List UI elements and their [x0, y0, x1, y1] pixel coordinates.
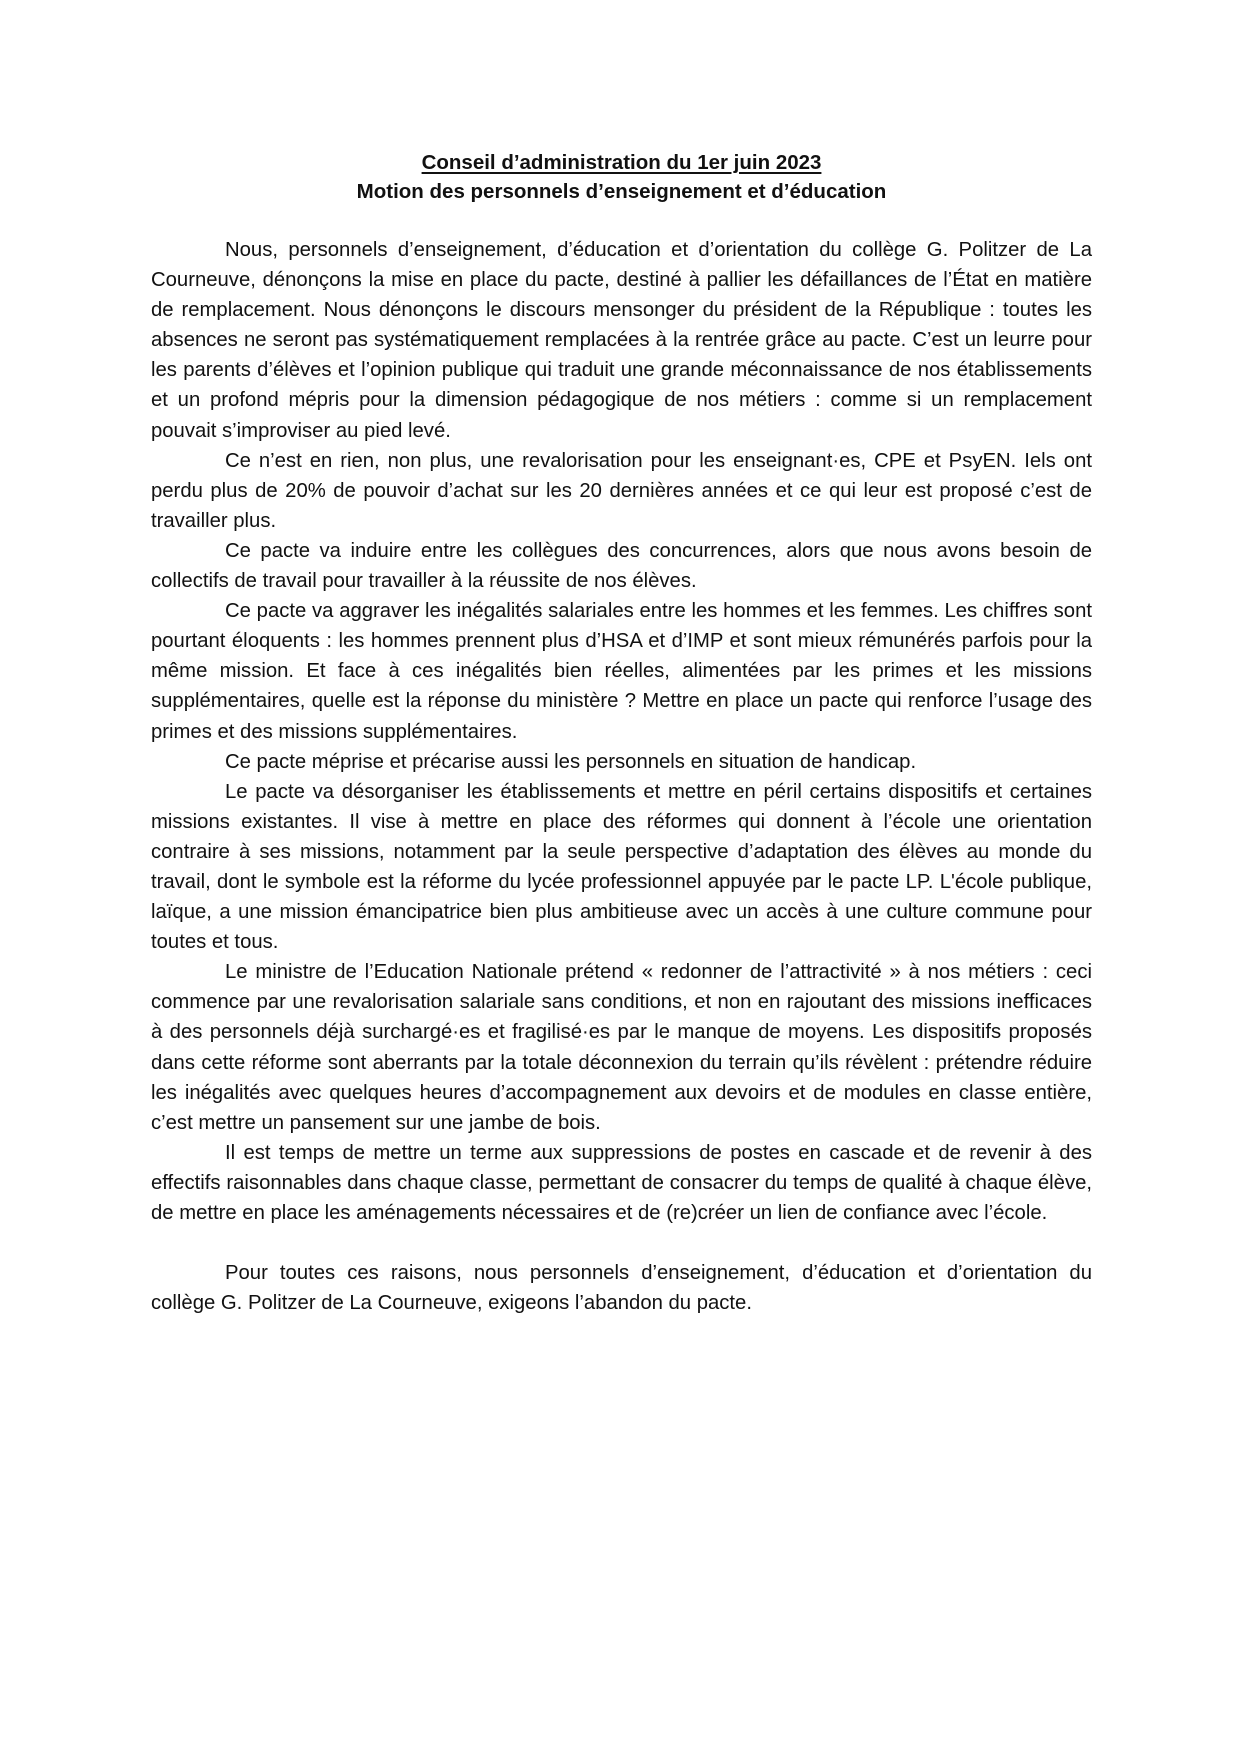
paragraph: Il est temps de mettre un terme aux suppressions de postes en cascade et de revenir à des effectifs raisonnables dans chaque classe, permettant de consacrer du temps de qualité à chaque élève, de mettre en place les aménagements nécessaires et de (re)créer un lien de confiance avec l’école. [151, 1141, 1092, 1224]
motion-body [151, 235, 1092, 1318]
paragraph: Ce pacte va induire entre les collègues des concurrences, alors que nous avons besoin de collectifs de travail pour travailler à la réussite de nos élèves. [151, 539, 1092, 593]
paragraph: Ce pacte méprise et précarise aussi les personnels en situation de handicap. [225, 750, 917, 773]
paragraph: Le pacte va désorganiser les établissements et mettre en péril certains dispositifs et certaines missions existantes. Il vise à mettre en place des réformes qui donnent à l’école une orientation contraire à ses missions, notamment par la seule perspective d’adaptation des élèves au monde du travail, dont le symbole est la réforme du lycée professionnel appuyée par le pacte LP. L'école publique, laïque, a une mission émancipatrice bien plus ambitieuse avec un accès à une culture commune pour toutes et tous. [151, 780, 1092, 954]
paragraph: Ce n’est en rien, non plus, une revalorisation pour les enseignant·es, CPE et PsyEN. Iels ont perdu plus de 20% de pouvoir d’achat sur les 20 dernières années et ce qui leur est proposé c’est de travailler plus. [151, 449, 1092, 532]
document-page [151, 148, 1092, 1318]
document-title: Conseil d’administration du 1er juin 2023 [421, 151, 822, 174]
paragraph: Nous, personnels d’enseignement, d’éducation et d’orientation du collège G. Politzer de La Courneuve, dénonçons la mise en place du pacte, destiné à pallier les défaillances de l’État en matière de remplacement. Nous dénonçons le discours mensonger du président de la République : toutes les absences ne seront pas systématiquement remplacées à la rentrée grâce au pacte. C’est un leurre pour les parents d’élèves et l’opinion publique qui traduit une grande méconnaissance de nos établissements et un profond mépris pour la dimension pédagogique de nos métiers : comme si un remplacement pouvait s’improviser au pied levé. [151, 239, 1092, 442]
paragraph: Ce pacte va aggraver les inégalités salariales entre les hommes et les femmes. Les chiffres sont pourtant éloquents : les hommes prennent plus d’HSA et d’IMP et sont mieux rémunérés parfois pour la même mission. Et face à ces inégalités bien réelles, alimentées par les primes et les missions supplémentaires, quelle est la réponse du ministère ? Mettre en place un pacte qui renforce l’usage des primes et des missions supplémentaires. [151, 600, 1092, 743]
document-subtitle: Motion des personnels d’enseignement et d’éducation [356, 180, 887, 203]
closing-paragraph: Pour toutes ces raisons, nous personnels d’enseignement, d’éducation et d’orientation du collège G. Politzer de La Courneuve, exigeons l’abandon du pacte. [151, 1262, 1092, 1315]
paragraph: Le ministre de l’Education Nationale prétend « redonner de l’attractivité » à nos métiers : ceci commence par une revalorisation salariale sans conditions, et non en rajoutant des missions inefficaces à des personnels déjà surchargé·es et fragilisé·es par le manque de moyens. Les dispositifs proposés dans cette réforme sont aberrants par la totale déconnexion du terrain qu’ils révèlent : prétendre réduire les inégalités avec quelques heures d’accompagnement aux devoirs et de modules en classe entière, c’est mettre un pansement sur une jambe de bois. [151, 961, 1092, 1134]
